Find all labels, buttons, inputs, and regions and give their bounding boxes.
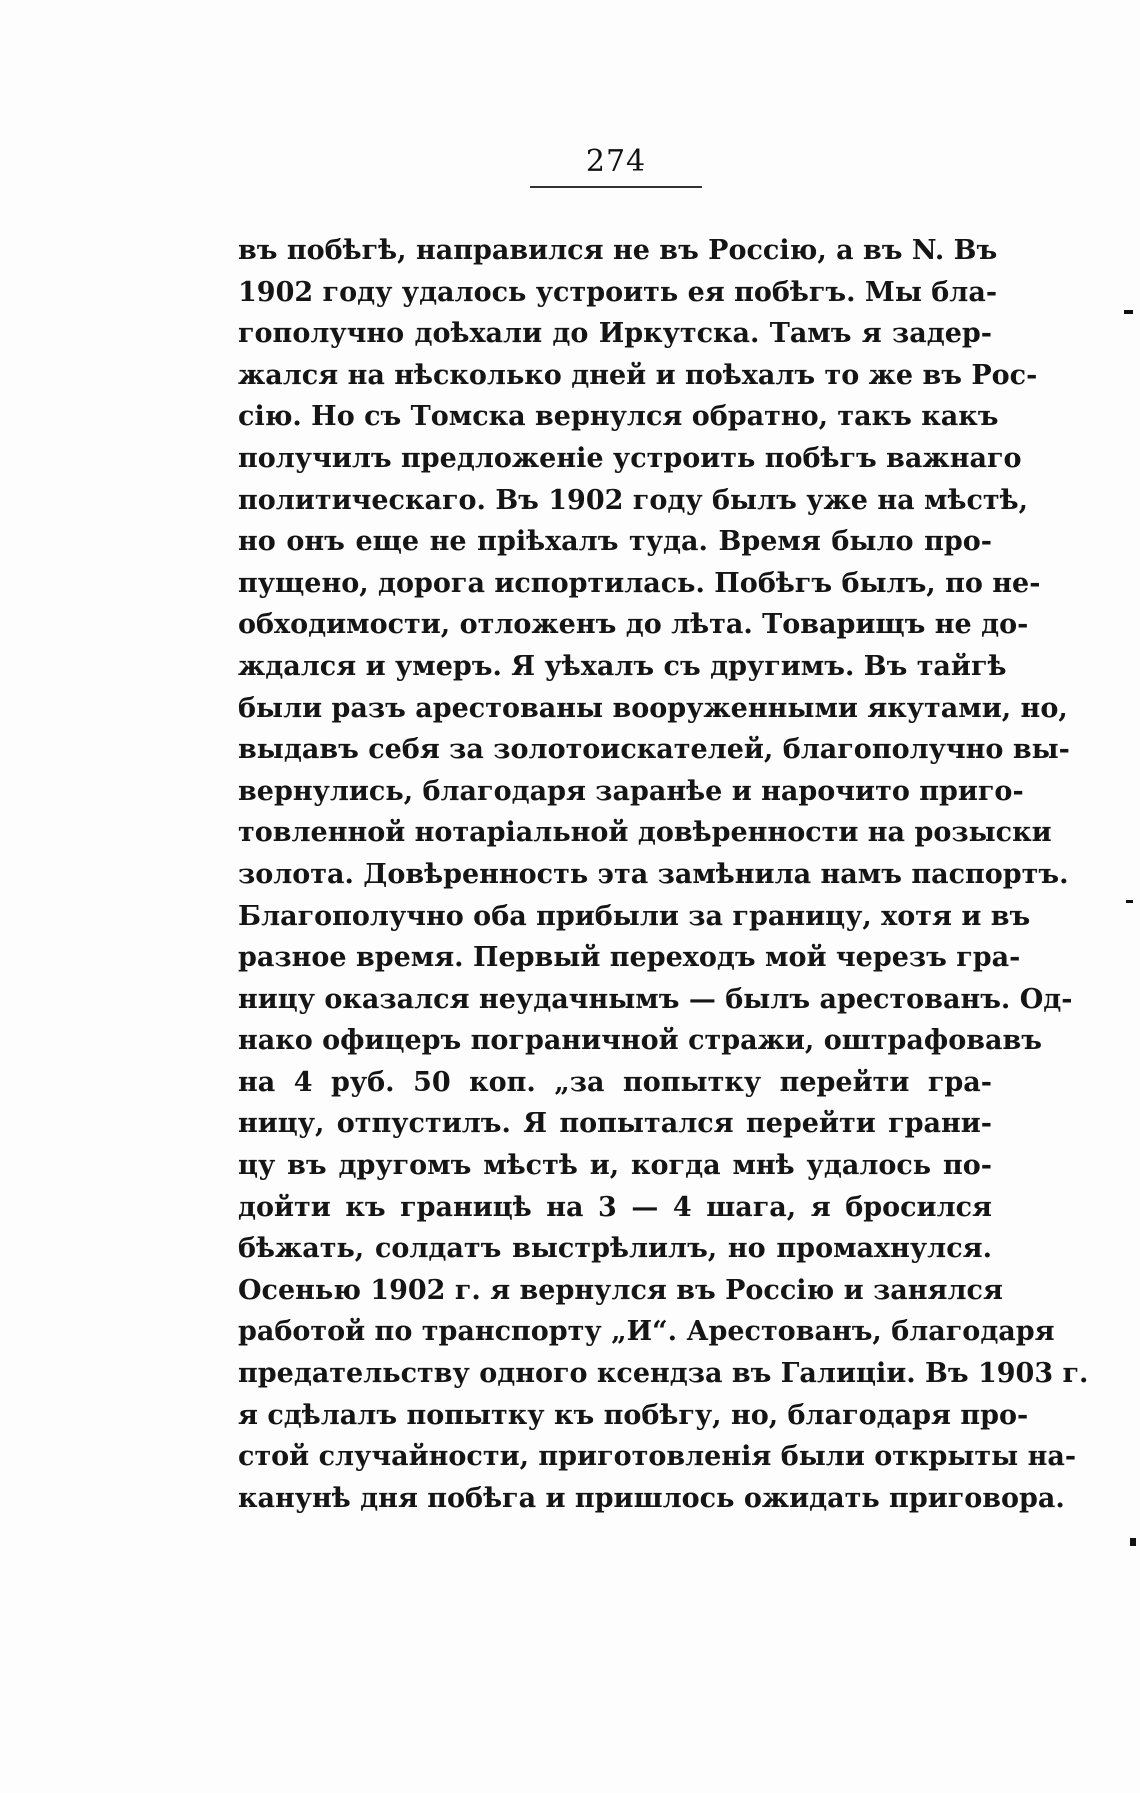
text-line: ницу, отпустилъ. Я попытался перейти грани- <box>238 1108 992 1140</box>
body-text <box>238 230 1089 1519</box>
text-line: разное время. Первый переходъ мой черезъ гра- <box>238 942 1021 974</box>
text-line: гополучно доѣхали до Иркутска. Тамъ я задер- <box>238 318 992 350</box>
text-line: жался на нѣсколько дней и поѣхалъ то же въ Рос- <box>238 359 1038 391</box>
text-line: Благополучно оба прибыли за границу, хотя и въ <box>238 900 1031 932</box>
text-line: дойти къ границѣ на 3 — 4 шага, я бросился <box>238 1191 992 1223</box>
text-line: пущено, дорога испортилась. Побѣгъ былъ, по не- <box>238 567 1041 599</box>
text-line: Осенью 1902 г. я вернулся въ Россію и занялся <box>238 1274 1003 1306</box>
text-line: ждался и умеръ. Я уѣхалъ съ другимъ. Въ тайгѣ <box>238 650 1007 682</box>
text-line: я сдѣлалъ попытку къ побѣгу, но, благодаря про- <box>238 1399 1029 1431</box>
text-line: цу въ другомъ мѣстѣ и, когда мнѣ удалось по- <box>238 1150 992 1182</box>
text-line: нако офицеръ пограничной стражи, оштрафовавъ <box>238 1025 1042 1057</box>
text-line: золота. Довѣренность эта замѣнила намъ паспортъ. <box>238 858 1069 890</box>
text-line: канунѣ дня побѣга и пришлось ожидать приговора. <box>238 1482 1065 1514</box>
text-line: бѣжать, солдатъ выстрѣлилъ, но промахнулся. <box>238 1233 992 1265</box>
text-line: были разъ арестованы вооруженными якутами, но, <box>238 692 1068 724</box>
margin-mark <box>1126 900 1133 903</box>
text-line: на 4 руб. 50 коп. „за попытку перейти гра- <box>238 1066 992 1098</box>
margin-mark <box>1130 1538 1136 1546</box>
text-line: работой по транспорту „И“. Арестованъ, благодаря <box>238 1316 1055 1348</box>
text-line: получилъ предложеніе устроить побѣгъ важнаго <box>238 442 1022 474</box>
text-line: обходимости, отложенъ до лѣта. Товарищъ не до- <box>238 609 1029 641</box>
text-line: товленной нотаріальной довѣренности на розыски <box>238 817 1052 849</box>
margin-mark <box>1124 310 1133 314</box>
text-line: но онъ еще не пріѣхалъ туда. Время было про- <box>238 526 992 558</box>
text-line: политическаго. Въ 1902 году былъ уже на мѣстѣ, <box>238 484 1029 516</box>
text-line: ницу оказался неудачнымъ — былъ арестованъ. Од- <box>238 983 1073 1015</box>
text-line: выдавъ себя за золотоискателей, благополучно вы- <box>238 734 1070 766</box>
page-number-rule <box>530 186 702 188</box>
text-line: предательству одного ксендза въ Галиціи. Въ 1903 г. <box>238 1358 1089 1390</box>
text-line: стой случайности, приготовленія были открыты на- <box>238 1441 1077 1473</box>
text-line: сію. Но съ Томска вернулся обратно, такъ какъ <box>238 401 999 433</box>
text-line: въ побѣгѣ, направился не въ Россію, а въ N. Въ <box>238 235 998 266</box>
text-line: 1902 году удалось устроить ея побѣгъ. Мы бла- <box>238 276 998 308</box>
page-number: 274 <box>585 144 647 179</box>
text-line: вернулись, благодаря заранѣе и нарочито приго- <box>238 775 1024 807</box>
